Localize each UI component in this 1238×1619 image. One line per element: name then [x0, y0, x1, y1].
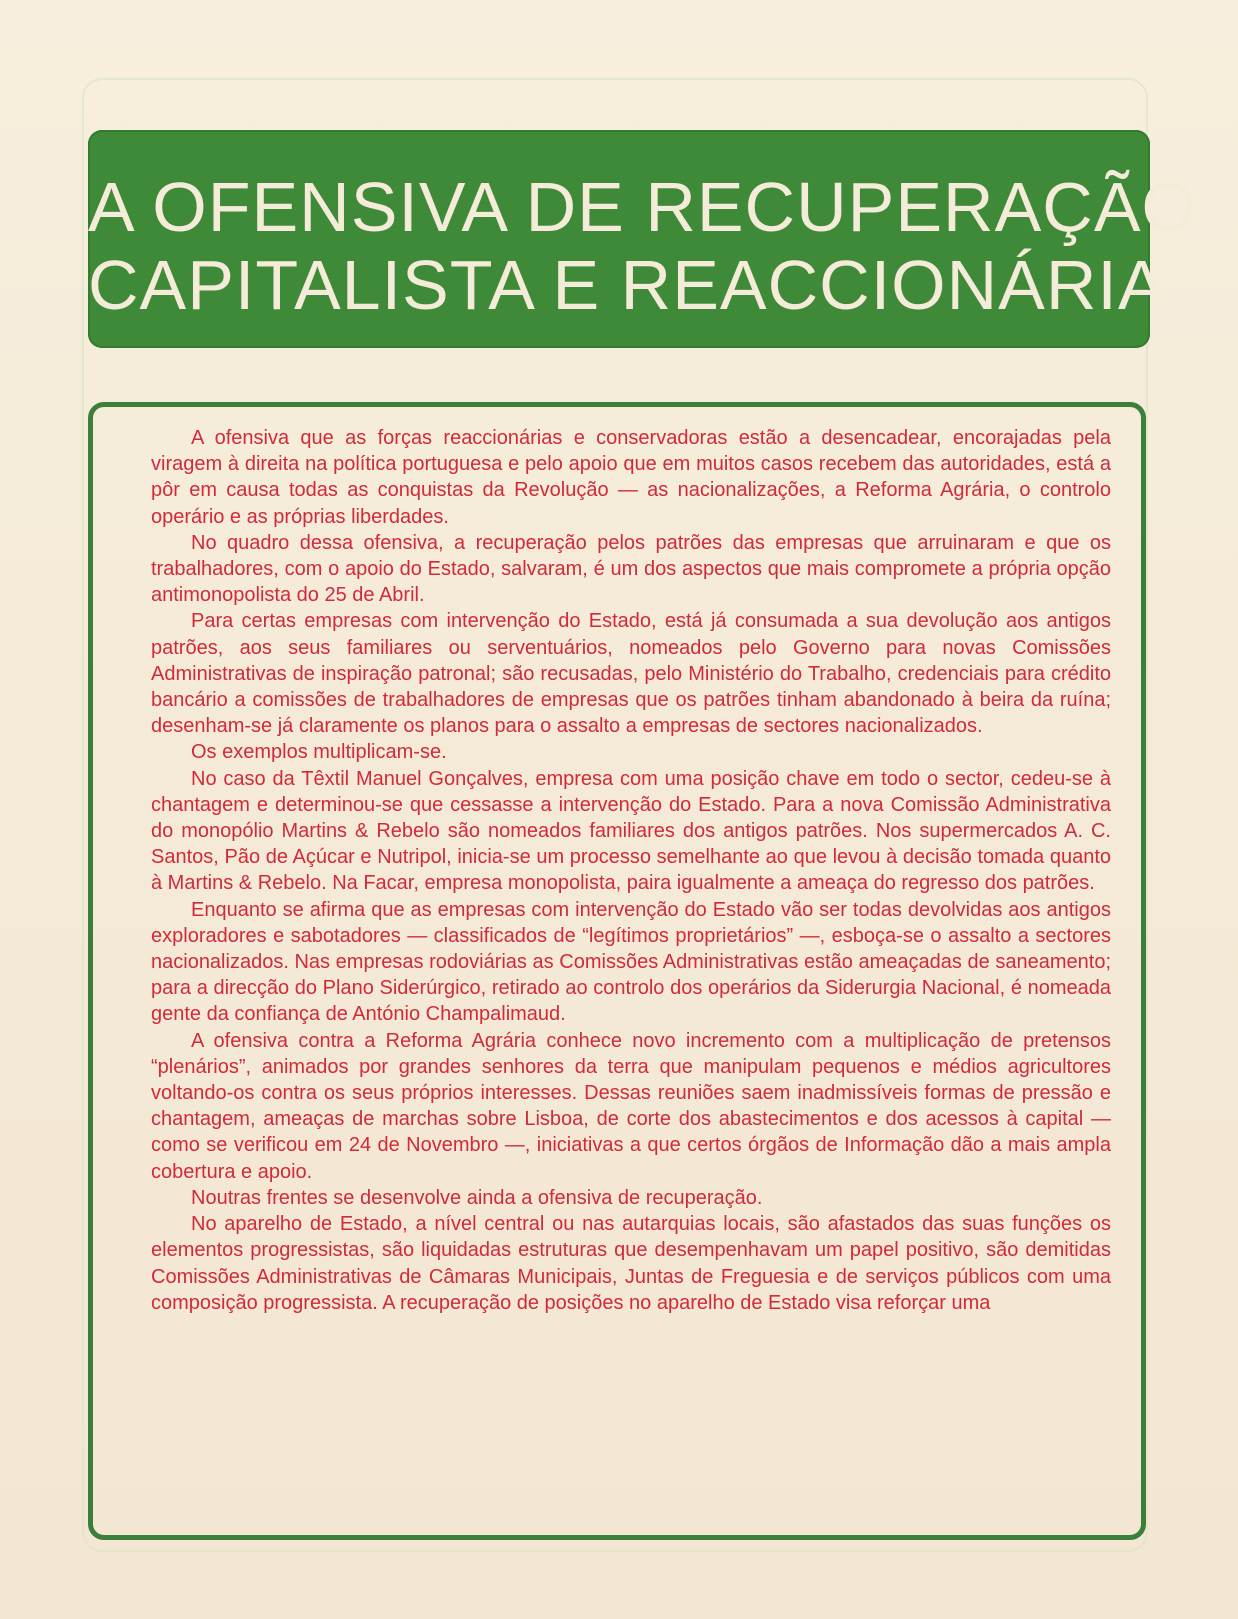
title-line-1: A OFENSIVA DE RECUPERAÇÃO [88, 168, 1197, 246]
paragraph-1: A ofensiva que as forças reaccionárias e conservadoras estão a desencadear, encorajadas pela viragem à direita na política portuguesa e pelo apoio que em muitos casos recebem das autoridades, está a pôr em causa todas as conquistas da Revolução — as nacionalizações, a Reforma Agrária, o controlo operário e as próprias liberdades. [151, 427, 1111, 528]
paragraph-5: No caso da Têxtil Manuel Gonçalves, empresa com uma posição chave em todo o sector, cedeu-se à chantagem e determinou-se que cessasse a intervenção do Estado. Para a nova Comissão Administrativa do monopólio Martins & Rebelo são nomeados familiares dos antigos patrões. Nos supermercados A. C. Santos, Pão de Açúcar e Nutripol, inicia-se um processo semelhante ao que levou à decisão tomada quanto à Martins & Rebelo. Na Facar, empresa monopolista, paira igualmente a ameaça do regresso dos patrões. [151, 767, 1111, 895]
paragraph-7: A ofensiva contra a Reforma Agrária conhece novo incremento com a multiplicação de pretensos “plenários”, animados por grandes senhores da terra que manipulam pequenos e médios agricultores voltando-os contra os seus próprios interesses. Dessas reuniões saem inadmissíveis formas de pressão e chantagem, ameaças de marchas sobre Lisboa, de corte dos abastecimentos e dos acessos à capital — como se verificou em 24 de Novembro —, iniciativas a que certos órgãos de Informação dão a mais ampla cobertura e apoio. [151, 1029, 1111, 1183]
paragraph-4: Os exemplos multiplicam-se. [191, 741, 447, 764]
paragraph-8: Noutras frentes se desenvolve ainda a ofensiva de recuperação. [191, 1186, 763, 1209]
paragraph-9: No aparelho de Estado, a nível central ou nas autarquias locais, são afastados das suas funções os elementos progressistas, são liquidadas estruturas que desempenhavam um papel positivo, são demitidas Comissões Administrativas de Câmaras Municipais, Juntas de Freguesia e de serviços públicos com uma composição progressista. A recuperação de posições no aparelho de Estado visa reforçar uma [151, 1213, 1111, 1314]
title-line-2: CAPITALISTA E REACCIONÁRIA [88, 246, 1166, 324]
article-frame [88, 402, 1146, 1540]
title-banner [88, 130, 1197, 348]
paragraph-3: Para certas empresas com intervenção do Estado, está já consumada a sua devolução aos antigos patrões, aos seus familiares ou serventuários, nomeados pelo Governo para novas Comissões Administrativas de inspiração patronal; são recusadas, pelo Ministério do Trabalho, credenciais para crédito bancário a comissões de trabalhadores de empresas que os patrões tinham abandonado à beira da ruína; desenham-se já claramente os planos para o assalto a empresas de sectores nacionalizados. [151, 610, 1111, 738]
paragraph-2: No quadro dessa ofensiva, a recuperação pelos patrões das empresas que arruinaram e que os trabalhadores, com o apoio do Estado, salvaram, é um dos aspectos que mais compromete a própria opção antimonopolista do 25 de Abril. [151, 531, 1111, 607]
paragraph-6: Enquanto se afirma que as empresas com intervenção do Estado vão ser todas devolvidas aos antigos exploradores e sabotadores — classificados de “legítimos proprietários” —, esboça-se o assalto a sectores nacionalizados. Nas empresas rodoviárias as Comissões Administrativas estão ameaçadas de saneamento; para a direcção do Plano Siderúrgico, retirado ao controlo dos operários da Siderurgia Nacional, é nomeada gente da confiança de António Champalimaud. [151, 898, 1111, 1026]
article-body [151, 425, 1111, 1316]
